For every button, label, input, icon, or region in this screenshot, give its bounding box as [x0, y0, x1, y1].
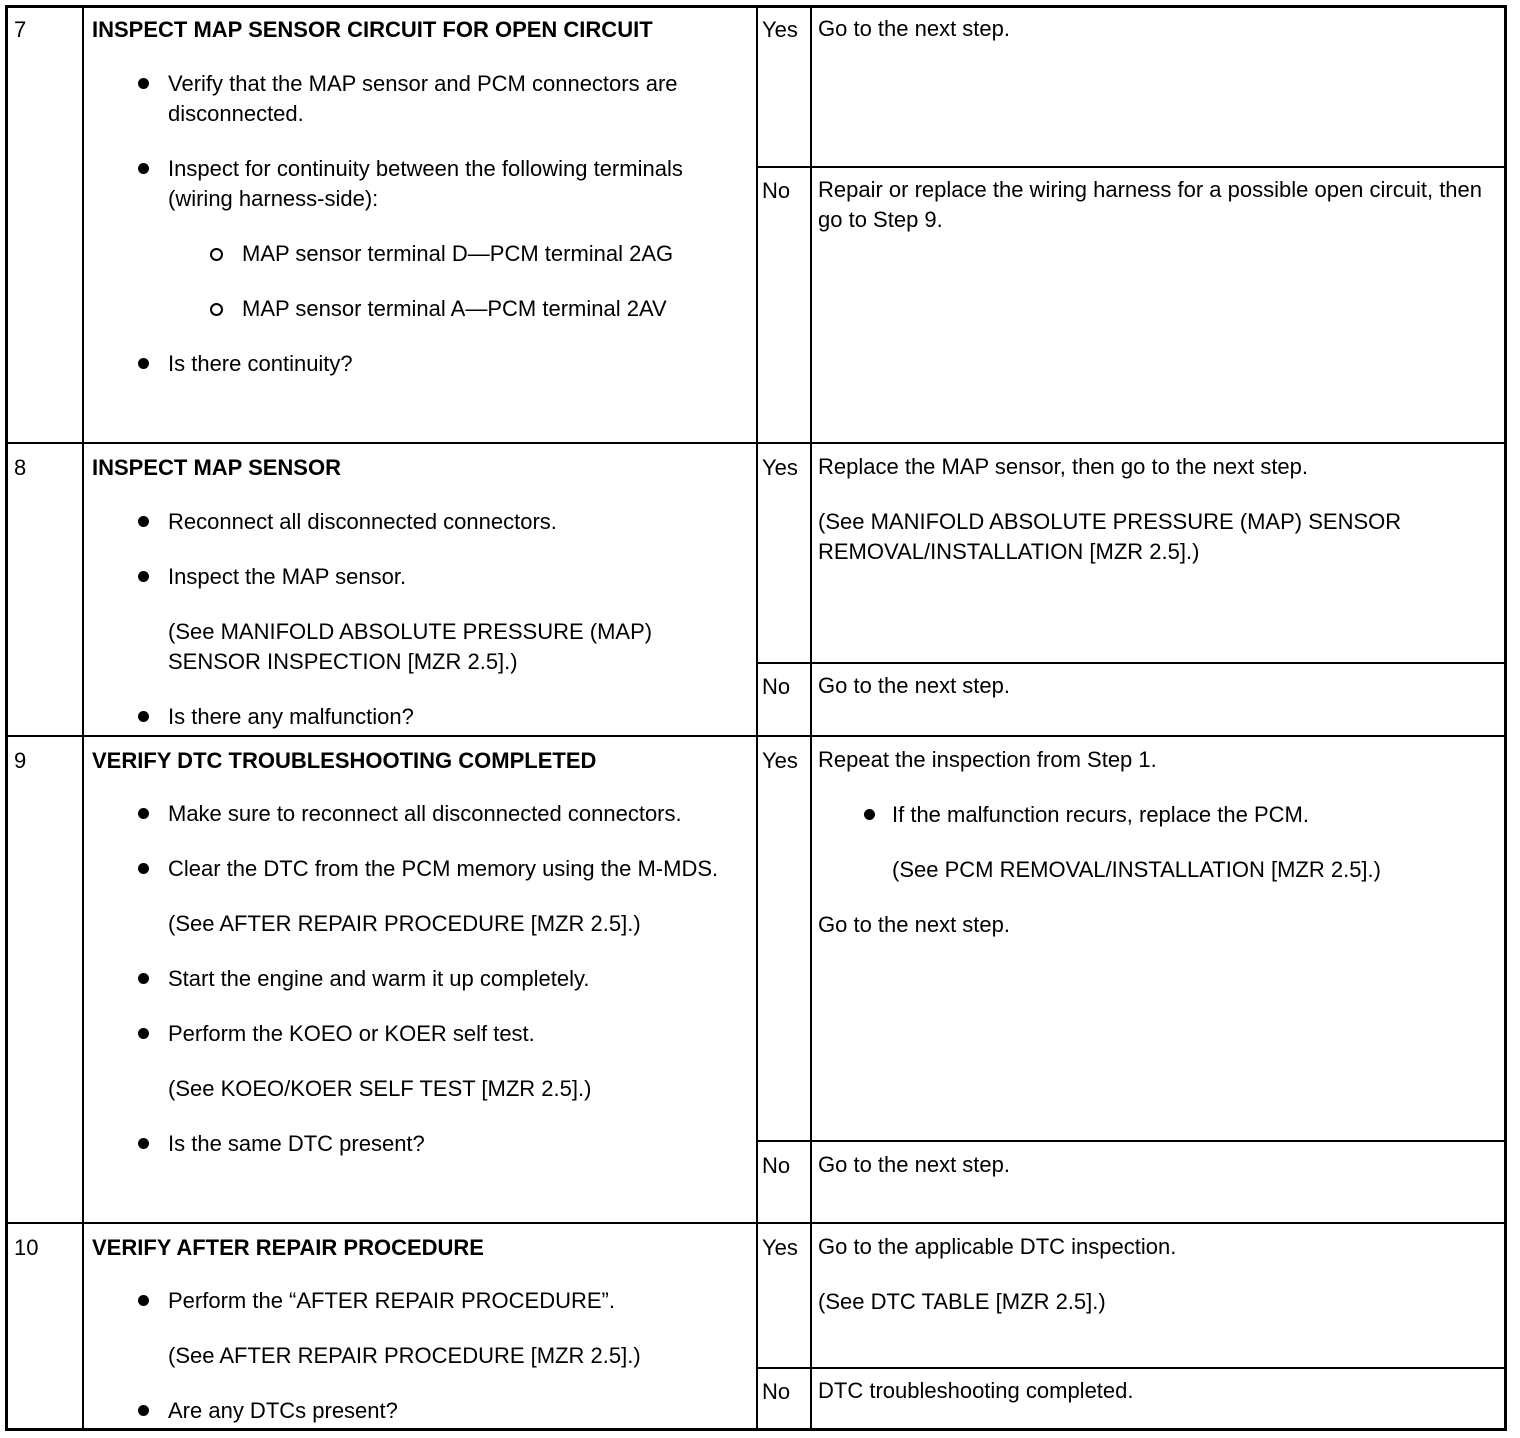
result-text: Go to the applicable DTC inspection.	[818, 1234, 1177, 1259]
result-text: Replace the MAP sensor, then go to the next step.	[818, 454, 1309, 479]
bullet-item: Is there continuity?	[92, 349, 732, 379]
yes-label: Yes	[762, 17, 798, 42]
no-label: No	[762, 674, 791, 699]
step-title: VERIFY AFTER REPAIR PROCEDURE	[92, 1235, 484, 1260]
bullet-item: Inspect for continuity between the following terminals (wiring harness-side):	[92, 154, 732, 214]
reference-note: (See PCM REMOVAL/INSTALLATION [MZR 2.5].)	[892, 857, 1381, 882]
no-result	[818, 671, 1498, 726]
step-number: 8	[14, 455, 27, 480]
bullet-item: If the malfunction recurs, replace the PCM.	[818, 800, 1498, 830]
result-text: Repeat the inspection from Step 1.	[818, 747, 1157, 772]
result-text: DTC troubleshooting completed.	[818, 1378, 1134, 1403]
yes-label: Yes	[762, 455, 798, 480]
no-label: No	[762, 178, 791, 203]
step-number: 7	[14, 17, 27, 42]
step-number: 9	[14, 748, 27, 773]
column-divider	[82, 8, 84, 1428]
step-actions	[92, 1261, 732, 1426]
bullet-item: Is there any malfunction?	[92, 702, 732, 732]
step-actions	[92, 44, 732, 379]
yes-result	[818, 452, 1498, 592]
result-text: Go to the next step.	[818, 673, 1011, 698]
bullet-item: Reconnect all disconnected connectors.	[92, 507, 732, 537]
row-divider	[8, 1222, 1504, 1224]
yes-label: Yes	[762, 748, 798, 773]
step-title: INSPECT MAP SENSOR	[92, 455, 341, 480]
reference-note: (See AFTER REPAIR PROCEDURE [MZR 2.5].)	[168, 1343, 641, 1368]
yes-result	[818, 1232, 1498, 1342]
yes-no-divider	[756, 662, 1504, 664]
yes-no-divider	[756, 166, 1504, 168]
sub-bullet-item: MAP sensor terminal D—PCM terminal 2AG	[92, 239, 732, 269]
result-text: Repair or replace the wiring harness for a possible open circuit, then go to Step 9.	[818, 177, 1483, 232]
bullet-item: Perform the KOEO or KOER self test.	[92, 1019, 732, 1049]
no-label: No	[762, 1153, 791, 1178]
result-text: Go to the next step.	[818, 16, 1011, 41]
result-text: Go to the next step.	[818, 912, 1011, 937]
yes-label: Yes	[762, 1235, 798, 1260]
bullet-item: Perform the “AFTER REPAIR PROCEDURE”.	[92, 1286, 732, 1316]
yes-no-divider	[756, 1140, 1504, 1142]
row-divider	[8, 442, 1504, 444]
no-result	[818, 1376, 1498, 1431]
reference-note: (See KOEO/KOER SELF TEST [MZR 2.5].)	[168, 1076, 592, 1101]
step-number: 10	[14, 1235, 39, 1260]
troubleshooting-table	[5, 5, 1507, 1431]
column-divider	[810, 8, 812, 1428]
result-text: Go to the next step.	[818, 1152, 1011, 1177]
no-result	[818, 1150, 1498, 1205]
sub-bullet-item: MAP sensor terminal A—PCM terminal 2AV	[92, 294, 732, 324]
yes-no-divider	[756, 1367, 1504, 1369]
step-actions	[92, 482, 732, 732]
bullet-item: Are any DTCs present?	[92, 1396, 732, 1426]
bullet-item: Make sure to reconnect all disconnected connectors.	[92, 799, 732, 829]
reference-note: (See MANIFOLD ABSOLUTE PRESSURE (MAP) SENSOR REMOVAL/INSTALLATION [MZR 2.5].)	[818, 509, 1402, 564]
yes-result	[818, 745, 1498, 965]
no-result	[818, 175, 1498, 260]
reference-note: (See AFTER REPAIR PROCEDURE [MZR 2.5].)	[168, 911, 641, 936]
reference-note: (See MANIFOLD ABSOLUTE PRESSURE (MAP) SENSOR INSPECTION [MZR 2.5].)	[168, 619, 653, 674]
yes-result	[818, 14, 1498, 69]
bullet-item: Inspect the MAP sensor.	[92, 562, 732, 592]
bullet-item: Is the same DTC present?	[92, 1129, 732, 1159]
step-title: VERIFY DTC TROUBLESHOOTING COMPLETED	[92, 748, 597, 773]
column-divider	[756, 8, 758, 1428]
row-divider	[8, 735, 1504, 737]
bullet-item: Start the engine and warm it up completely.	[92, 964, 732, 994]
reference-note: (See DTC TABLE [MZR 2.5].)	[818, 1289, 1106, 1314]
step-title: INSPECT MAP SENSOR CIRCUIT FOR OPEN CIRCUIT	[92, 17, 653, 42]
bullet-item: Clear the DTC from the PCM memory using the M-MDS.	[92, 854, 732, 884]
bullet-item: Verify that the MAP sensor and PCM connectors are disconnected.	[92, 69, 732, 129]
step-actions	[92, 774, 732, 1159]
no-label: No	[762, 1379, 791, 1404]
